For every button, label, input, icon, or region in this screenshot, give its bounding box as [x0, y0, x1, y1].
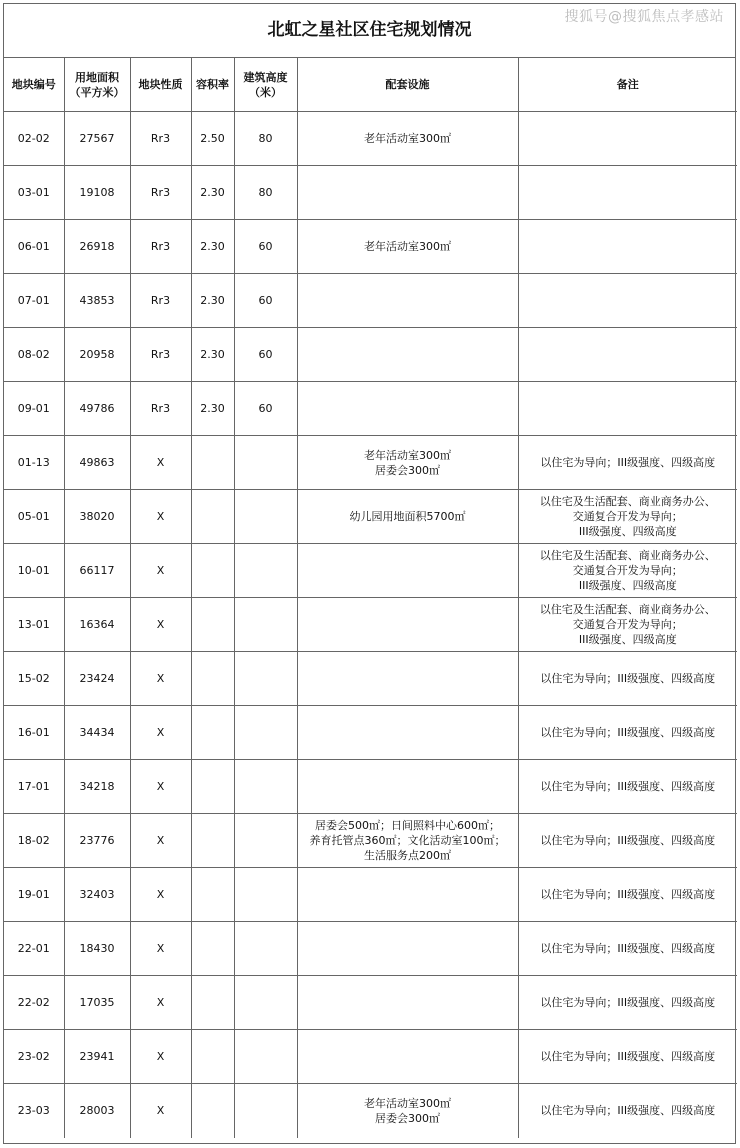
- cell-remarks: [518, 760, 737, 814]
- facility-line: 居委会300㎡: [375, 1111, 440, 1125]
- cell-height: [234, 490, 297, 544]
- cell-area: 19108: [64, 166, 130, 220]
- table-body: [4, 112, 737, 1138]
- cell-remarks: [518, 652, 737, 706]
- cell-facilities: [297, 760, 518, 814]
- cell-facilities: [297, 814, 518, 868]
- remark-line: 以住宅及生活配套、商业商务办公、: [539, 495, 716, 508]
- cell-parcel: 06-01: [4, 220, 64, 274]
- header-height-line2: （米）: [249, 85, 282, 99]
- cell-height: [234, 922, 297, 976]
- cell-nature: X: [130, 814, 191, 868]
- cell-facilities: [297, 976, 518, 1030]
- watermark-text: 搜狐号@搜狐焦点孝感站: [564, 9, 724, 25]
- header-area-line2: （平方米）: [69, 85, 125, 99]
- cell-remarks: [518, 328, 737, 382]
- cell-parcel: 01-13: [4, 436, 64, 490]
- cell-parcel: 16-01: [4, 706, 64, 760]
- cell-remarks: [518, 976, 737, 1030]
- cell-nature: X: [130, 490, 191, 544]
- cell-facilities: [297, 1084, 518, 1138]
- cell-nature: X: [130, 652, 191, 706]
- cell-remarks: [518, 274, 737, 328]
- facility-line: 居委会500㎡；日间照料中心600㎡；: [315, 819, 500, 832]
- cell-far: [191, 976, 234, 1030]
- cell-height: 60: [234, 328, 297, 382]
- remark-line: 以住宅及生活配套、商业商务办公、: [539, 549, 716, 562]
- table-row: [4, 868, 737, 922]
- cell-remarks: [518, 436, 737, 490]
- cell-nature: X: [130, 760, 191, 814]
- cell-remarks: [518, 166, 737, 220]
- cell-parcel: 18-02: [4, 814, 64, 868]
- cell-remarks: [518, 382, 737, 436]
- cell-area: 34218: [64, 760, 130, 814]
- cell-far: [191, 1030, 234, 1084]
- remark-line: 以住宅为导向；III级强度、四级高度: [540, 996, 716, 1009]
- cell-parcel: 05-01: [4, 490, 64, 544]
- facility-line: 幼儿园用地面积5700㎡: [349, 510, 466, 523]
- remark-line: 交通复合开发为导向；: [572, 618, 683, 631]
- remark-line: 以住宅及生活配套、商业商务办公、: [539, 603, 716, 616]
- cell-facilities: [297, 490, 518, 544]
- cell-nature: X: [130, 436, 191, 490]
- cell-facilities: [297, 112, 518, 166]
- cell-nature: Rr3: [130, 274, 191, 328]
- cell-area: 26918: [64, 220, 130, 274]
- cell-parcel: 03-01: [4, 166, 64, 220]
- cell-parcel: 09-01: [4, 382, 64, 436]
- cell-height: [234, 814, 297, 868]
- remark-line: 以住宅为导向；III级强度、四级高度: [540, 1050, 716, 1063]
- cell-area: 32403: [64, 868, 130, 922]
- cell-facilities: [297, 274, 518, 328]
- cell-height: 60: [234, 274, 297, 328]
- cell-nature: Rr3: [130, 220, 191, 274]
- cell-parcel: 15-02: [4, 652, 64, 706]
- header-remarks: 备注: [518, 58, 737, 112]
- cell-height: 60: [234, 220, 297, 274]
- cell-nature: Rr3: [130, 328, 191, 382]
- table-title: 北虹之星社区住宅规划情况: [4, 4, 735, 58]
- header-facilities: 配套设施: [297, 58, 518, 112]
- remark-line: 以住宅为导向；III级强度、四级高度: [540, 672, 716, 685]
- cell-parcel: 07-01: [4, 274, 64, 328]
- cell-nature: X: [130, 706, 191, 760]
- cell-remarks: [518, 1030, 737, 1084]
- facility-line: 居委会300㎡: [375, 463, 440, 477]
- cell-height: [234, 868, 297, 922]
- cell-height: [234, 436, 297, 490]
- cell-remarks: [518, 544, 737, 598]
- table-row: [4, 382, 737, 436]
- table-row: [4, 436, 737, 490]
- cell-far: [191, 544, 234, 598]
- cell-parcel: 13-01: [4, 598, 64, 652]
- header-far: 容积率: [191, 58, 234, 112]
- cell-far: 2.30: [191, 220, 234, 274]
- cell-facilities: [297, 544, 518, 598]
- facility-line: 老年活动室300㎡: [364, 132, 451, 145]
- cell-nature: X: [130, 868, 191, 922]
- cell-parcel: 22-01: [4, 922, 64, 976]
- remark-line: III级强度、四级高度: [578, 633, 677, 646]
- cell-area: 34434: [64, 706, 130, 760]
- cell-nature: Rr3: [130, 112, 191, 166]
- facility-line: 老年活动室300㎡: [364, 448, 451, 462]
- cell-parcel: 17-01: [4, 760, 64, 814]
- cell-far: [191, 1084, 234, 1138]
- table-row: [4, 652, 737, 706]
- cell-height: 80: [234, 112, 297, 166]
- cell-far: [191, 652, 234, 706]
- table-row: [4, 1030, 737, 1084]
- cell-facilities: [297, 382, 518, 436]
- cell-nature: X: [130, 1084, 191, 1138]
- cell-area: 18430: [64, 922, 130, 976]
- remark-line: 以住宅为导向；III级强度、四级高度: [540, 1104, 716, 1118]
- table-row: [4, 166, 737, 220]
- cell-far: [191, 922, 234, 976]
- cell-parcel: 23-02: [4, 1030, 64, 1084]
- cell-height: 60: [234, 382, 297, 436]
- planning-table-sheet: [3, 3, 736, 1144]
- table-row: [4, 490, 737, 544]
- cell-facilities: [297, 706, 518, 760]
- cell-area: 23424: [64, 652, 130, 706]
- cell-area: 38020: [64, 490, 130, 544]
- cell-facilities: [297, 328, 518, 382]
- cell-remarks: [518, 598, 737, 652]
- cell-nature: X: [130, 598, 191, 652]
- cell-facilities: [297, 220, 518, 274]
- cell-parcel: 23-03: [4, 1084, 64, 1138]
- remark-line: 交通复合开发为导向；: [572, 564, 683, 577]
- remark-line: 以住宅为导向；III级强度、四级高度: [540, 780, 716, 793]
- table-row: [4, 112, 737, 166]
- cell-height: 80: [234, 166, 297, 220]
- cell-area: 28003: [64, 1084, 130, 1138]
- cell-parcel: 19-01: [4, 868, 64, 922]
- cell-height: [234, 544, 297, 598]
- table-row: [4, 220, 737, 274]
- cell-area: 23941: [64, 1030, 130, 1084]
- cell-facilities: [297, 598, 518, 652]
- cell-height: [234, 976, 297, 1030]
- table-row: [4, 1084, 737, 1138]
- cell-facilities: [297, 1030, 518, 1084]
- cell-far: 2.30: [191, 166, 234, 220]
- cell-remarks: [518, 706, 737, 760]
- header-height-line1: 建筑高度: [243, 70, 288, 84]
- facility-line: 养育托管点360㎡；文化活动室100㎡；: [309, 834, 506, 847]
- planning-table: [4, 58, 737, 1138]
- table-row: [4, 544, 737, 598]
- header-height: [234, 58, 297, 112]
- cell-height: [234, 1084, 297, 1138]
- cell-remarks: [518, 220, 737, 274]
- cell-remarks: [518, 1084, 737, 1138]
- cell-area: 27567: [64, 112, 130, 166]
- header-nature: 地块性质: [130, 58, 191, 112]
- table-row: [4, 274, 737, 328]
- cell-area: 23776: [64, 814, 130, 868]
- table-row: [4, 328, 737, 382]
- header-row: [4, 58, 737, 112]
- cell-height: [234, 598, 297, 652]
- remark-line: 交通复合开发为导向；: [572, 510, 683, 523]
- cell-nature: Rr3: [130, 166, 191, 220]
- table-row: [4, 598, 737, 652]
- cell-far: [191, 760, 234, 814]
- cell-facilities: [297, 436, 518, 490]
- cell-height: [234, 760, 297, 814]
- remark-line: 以住宅为导向；III级强度、四级高度: [540, 726, 716, 739]
- cell-far: [191, 706, 234, 760]
- cell-height: [234, 1030, 297, 1084]
- cell-remarks: [518, 922, 737, 976]
- cell-far: 2.50: [191, 112, 234, 166]
- cell-far: [191, 868, 234, 922]
- cell-far: [191, 814, 234, 868]
- cell-remarks: [518, 868, 737, 922]
- cell-parcel: 22-02: [4, 976, 64, 1030]
- facility-line: 生活服务点200㎡: [364, 849, 451, 862]
- cell-remarks: [518, 814, 737, 868]
- remark-line: 以住宅为导向；III级强度、四级高度: [540, 888, 716, 901]
- cell-parcel: 02-02: [4, 112, 64, 166]
- cell-area: 49863: [64, 436, 130, 490]
- remark-line: III级强度、四级高度: [578, 525, 677, 538]
- header-area-line1: 用地面积: [75, 70, 119, 84]
- table-row: [4, 706, 737, 760]
- cell-nature: X: [130, 1030, 191, 1084]
- cell-nature: X: [130, 922, 191, 976]
- cell-nature: Rr3: [130, 382, 191, 436]
- cell-parcel: 08-02: [4, 328, 64, 382]
- remark-line: 以住宅为导向；III级强度、四级高度: [540, 834, 716, 847]
- cell-area: 66117: [64, 544, 130, 598]
- cell-facilities: [297, 652, 518, 706]
- table-row: [4, 814, 737, 868]
- cell-area: 17035: [64, 976, 130, 1030]
- cell-height: [234, 652, 297, 706]
- table-row: [4, 922, 737, 976]
- remark-line: 以住宅为导向；III级强度、四级高度: [540, 942, 716, 955]
- header-parcel: 地块编号: [4, 58, 64, 112]
- cell-far: 2.30: [191, 382, 234, 436]
- cell-far: [191, 490, 234, 544]
- facility-line: 老年活动室300㎡: [364, 1096, 451, 1110]
- cell-remarks: [518, 490, 737, 544]
- header-area: [64, 58, 130, 112]
- cell-far: 2.30: [191, 274, 234, 328]
- table-row: [4, 976, 737, 1030]
- cell-area: 16364: [64, 598, 130, 652]
- cell-height: [234, 706, 297, 760]
- cell-area: 20958: [64, 328, 130, 382]
- cell-nature: X: [130, 976, 191, 1030]
- cell-facilities: [297, 922, 518, 976]
- remark-line: III级强度、四级高度: [578, 579, 677, 592]
- cell-area: 43853: [64, 274, 130, 328]
- cell-facilities: [297, 868, 518, 922]
- cell-far: [191, 598, 234, 652]
- cell-nature: X: [130, 544, 191, 598]
- remark-line: 以住宅为导向；III级强度、四级高度: [540, 456, 716, 469]
- cell-parcel: 10-01: [4, 544, 64, 598]
- cell-area: 49786: [64, 382, 130, 436]
- facility-line: 老年活动室300㎡: [364, 240, 451, 253]
- cell-remarks: [518, 112, 737, 166]
- cell-far: 2.30: [191, 328, 234, 382]
- cell-facilities: [297, 166, 518, 220]
- cell-far: [191, 436, 234, 490]
- table-row: [4, 760, 737, 814]
